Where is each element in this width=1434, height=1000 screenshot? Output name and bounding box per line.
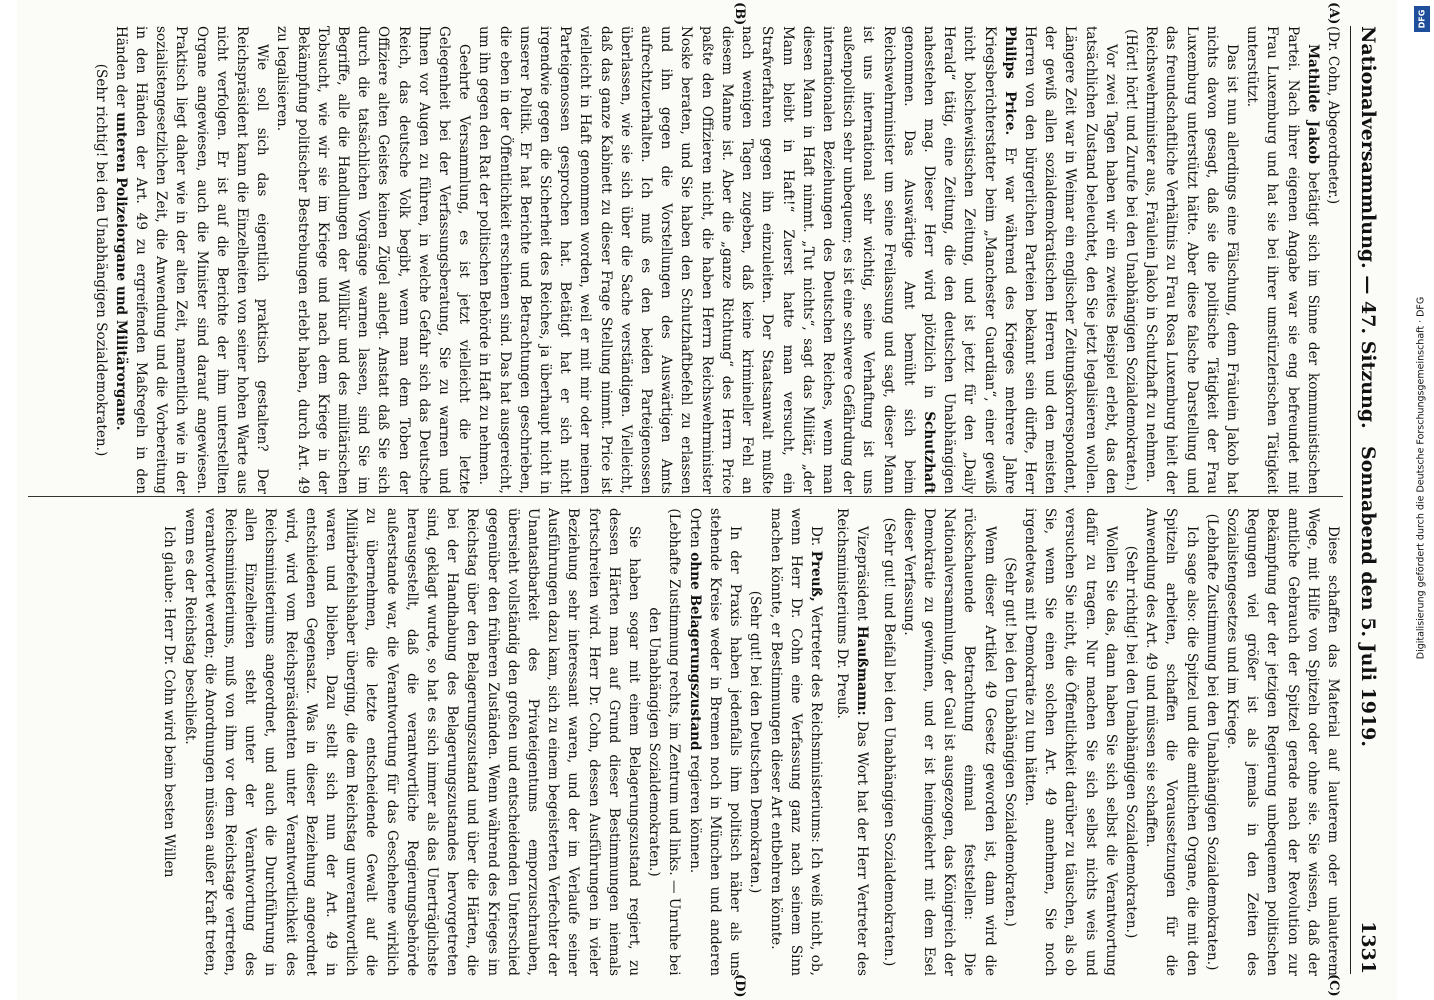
marker-a: (A) [1326, 2, 1341, 25]
interjection: (Sehr richtig! bei den Unabhängigen Sozialdemokraten.) [92, 63, 109, 457]
paragraph-text: Das Wort hat der Herr Vertreter des Reichsministeriums Dr. Preuß. [834, 508, 871, 976]
paragraph [765, 508, 826, 976]
paragraph-text: genommen. Das Auswärtige Amt bemüht sich beim Reichswehrminister um seine Freilassung und sagt, dieser Mann ist uns international sehr wichtig, seine Verhaftung ist uns außenpolitisch sehr unbequem; es ist eine schwere Gefährdung der internationalen Beziehungen des Deutschen Reiches, wenn man diesen Mann in Haft nimmt. „Tut nichts“, sagt das Militär, „der Mann bleibt in Haft!“ Zuerst hatte man versucht, ein Strafverfahren gegen ihn einzuleiten. Der Staatsanwalt mußte nach wenigen Tagen zugeben, daß keine krimineller Fehl an diesem Manne ist. Aber die „ganze Richtung“ des Herrn Price paßte den Offizieren nicht, die haben Herrn Reichswehrminister Noske beraten, und Sie haben den Schutzhaftbefehl zu erlassen und ihn gegen die Vorstellungen des Auswärtigen Amts aufrechtzuerhalten. Ich muß es den beiden Parteigenossen überlassen, wie sie sich über die Sache verständigen. Vielleicht, daß das ganze Kabinett zu dieser Frage Stellung nimmt. Price ist vielleicht in Haft genommen worden, weil er mit mir oder meinen Parteigenossen gesprochen hat. Betätigt hat er sich nicht irgendwie gegen die Sicherheit des Reiches, ja überhaupt nicht in unserer Politik. Er hat Berichte und Betrachtungen geschrieben, die eben in der Öffentlichkeit erschienen sind. Das hat ausgereicht, um ihn gegen den Rat der politischen Behörde in Haft zu nehmen. [476, 26, 917, 494]
marker-c: (C) [1326, 974, 1341, 997]
paragraph-text: Dr. [807, 526, 824, 547]
name-bold: Haußmann: [854, 625, 871, 716]
paragraph: Diese schaffen das Material auf lauterem oder unlauterem Wege, mit Hilfe von Spitzeln oder ohne sie. Sie wissen, daß der amtliche Gebrauch der Spitzel gerade nach der Revolution zur Bekämpfung der der jetzigen Regierung unbequemen politischen Regungen viel größer ist als jemals in den Zeiten des Sozialistengesetzes und im Kriege. [1223, 508, 1341, 976]
interjection: (Sehr richtig! bei den Unabhängigen Sozialdemokraten.) [1122, 545, 1139, 939]
paragraph [111, 26, 273, 494]
name-bold: Mathilde Jakob [1304, 44, 1321, 165]
paragraph-text: In der Praxis haben jedenfalls ihm politisch näher als uns stehende Kreise weder in Bremen noch in München und anderen Orten [686, 508, 744, 976]
interjection: (Sehr gut! bei den Deutschen Demokraten.) [747, 590, 764, 894]
right-column [28, 508, 1343, 976]
paragraph-text: Vor zwei Tagen haben wir ein zweites Beispiel erlebt, das den tatsächlichen Zustand beleuchtet, den Sie jetzt legalisieren wollen. Längere Zeit war in Weimar ein englischer Zeitungskorrespondent, der gewiß allen sozialdemokratischen Herren und den meisten Herren von den bürgerlichen Parteien bekannt sein dürfte, Herr [1021, 26, 1119, 494]
paragraph-text: Vizepräsident [854, 526, 871, 621]
interjection: (Hört! hört! und Zurufe bei den Unabhängigen Sozialdemokraten.) [1122, 29, 1139, 491]
rotated-page [17, 0, 1397, 1000]
term-bold: Schutzhaft [920, 411, 937, 494]
paragraph: Das ist nun allerdings eine Fälschung, denn Fräulein Jakob hat nichts davon gesagt, daß sie die politische Tätigkeit der Frau Luxemburg unterstützt hätte. Aber diese falsche Darstellung und das freundschaftliche Verhältnis zu Frau Rosa Luxemburg hielt der Reichswehrminister aus, Fräulein Jakob in Schutzhaft zu nehmen. [1143, 26, 1240, 494]
digitization-credit [1414, 8, 1428, 948]
paragraph-text: Vertreter des Reichsministeriums: Ich weiß nicht, ob, wenn Herr Dr. Cohn eine Verfassung ganz nach seinem Sinn machen könnte, er Bestimmungen dieser Art entbehren könnte. [767, 508, 824, 976]
speaker-attribution: (Dr. Cohn, Abgeordneter.) [1325, 26, 1341, 205]
interjection: (Lebhafte Zustimmung bei den Unabhängigen Sozialdemokraten.) [1203, 513, 1220, 971]
paragraph: Ich sage also: die Spitzel und die amtlichen Organe, die mit den Spitzeln arbeiten, schaffen die Voraussetzungen für die Anwendung des Art. 49 und müssen sie schaffen. [1143, 508, 1200, 976]
paragraph: Sie haben sogar mit einem Belagerungszustand regiert, zu dessen Härten man auf Grund dieser Bestimmungen niemals fortschreiten wird. Herr Dr. Cohn, dessen Ausführungen in vieler Beziehung sehr interessant waren, und der im Verlaufe seiner Ausführungen dazu kam, sich zu einem begeisterten Verfechter der Unantastbarkeit des Privateigentums emporzuschrauben, übersieht vollständig den großen und entscheidenden Unterschied gegenüber den früheren Zuständen. Wenn während des Krieges im Reichstag über den Belagerungszustand und über die Härten, die bei der Handhabung des Belagerungszustandes hervorgetreten sind, geklagt wurde, so hat es sich immer als das Unerträglichste herausgestellt, daß die verantwortliche Regierungsbehörde außerstande war, die Verantwortung für das Geschehene wirklich zu übernehmen, die letzte entscheidende Gewalt auf die Militärbefehlshaber überging, die dem Reichstag unverantwortlich waren und blieben. Dazu stellt sich nun der Art. 49 in entschiedenen Gegensatz. Was in dieser Beziehung angeordnet wird, wird vom Reichspräsidenten unter Verantwortlichkeit des Reichsministeriums angeordnet, und auch die Durchführung in allen Einzelheiten steht unter der Verantwortung des Reichsministeriums, muß von ihm vor dem Reichstage vertreten, verantwortet werden; die Anordnungen müssen außer Kraft treten, wenn es der Reichstag beschließt. [181, 508, 643, 976]
interjection: (Sehr gut! bei den Unabhängigen Sozialdemokraten.) [1001, 557, 1018, 927]
term-bold: ohne Belagerungszustand [686, 552, 703, 751]
paragraph: Wollen Sie das, dann haben Sie sich selbst die Verantwortung dafür zu tragen. Nur machen Sie sich selbst nichts weis und versuchen Sie nicht, die Öffentlichkeit darüber zu täuschen, als ob Sie, wenn Sie einen solchen Art. 49 annehmen, Sie noch irgendetwas mit Demokratie zu tun hätten. [1021, 508, 1119, 976]
term-bold: unteren Polizeiorgane und Militärorgane. [112, 112, 129, 431]
paragraph-text: Wie soll sich das eigentlich praktisch gestalten? Der Reichspräsident kann die Einzelheiten von seiner hohen Warte aus nicht verfolgen. Er ist auf die Berichte der ihm unterstellten Organe angewiesen, auch die Minister sind darauf angewiesen. Praktisch liegt daher wie in der alten Zeit, namentlich wie in der sozialistengesetzlichen Zeit, die Anwendung und die Vorbereitung in den Händen der Art. 49 zu ergreifenden Maßregeln in den Händen der [112, 26, 271, 494]
paragraph-text: betätigt sich im Sinne der kommunistischen Partei. Nach ihrer eigenen Angabe war sie eng befreundet mit Frau Luxemburg und hat sie bei ihrer umstürzlerischen Tätigkeit unterstützt. [1244, 26, 1321, 494]
interjection: (Sehr gut! und Beifall bei den Unabhängigen Sozialdemokraten.) [880, 517, 897, 967]
credit-text: Digitalisierung gefördert durch die Deutsche Forschungsgemeinschaft · DFG [1415, 296, 1427, 660]
paragraph-text: regieren können. [686, 754, 703, 874]
dfg-logo-text: DFG [1417, 9, 1427, 29]
paragraph-text: Er war während des Krieges mehrere Jahre Kriegsberichterstatter beim „Manchester Guardian“, einer gewiß nicht bolschewistischen Zeitung, und ist jetzt für den „Daily Herald“ tätig, eine Zeitung, die den deutschen Unabhängigen nahestehen mag. Dieser Herr wird plötzlich in [920, 26, 1018, 494]
left-column [28, 26, 1343, 494]
header-date: Sonnabend den 5. Juli 1919. [1357, 446, 1379, 748]
page-header [1350, 26, 1385, 974]
marker-b: (B) [732, 2, 747, 26]
paragraph: Geehrte Versammlung, es ist jetzt vielleicht die letzte Gelegenheit bei der Verfassungsberatung, Sie zu warnen und Ihnen vor Augen zu führen, in welche Gefahr sich das Deutsche Reich, das deutsche Volk begibt, wenn man dem Toben der Offiziere alten Geistes keinen Zügel anlegt. Anstatt daß Sie sich durch die tatsächlichen Vorgänge warnen lassen, sind Sie im Begriffe, alle die Handlungen der Willkür und des militärischen Tobsucht, wie wir sie im Kriege und nach dem Kriege in der Bekämpfung politischer Bestrebungen erlebt haben, durch Art. 49 zu legalisieren. [274, 26, 473, 494]
paragraph [685, 508, 746, 976]
page-number: 1331 [1357, 921, 1379, 974]
paragraph [832, 508, 872, 976]
paragraph: Wenn dieser Artikel 49 Gesetz geworden ist, dann wird die rückschauende Betrachtung einmal feststellen: Die Nationalversammlung, der Gaul ist ausgezogen, das Königreich der Demokratie zu gewinnen, und er ist heimgekehrt mit dem Esel dieser Verfassung. [900, 508, 998, 976]
marker-d: (D) [732, 974, 747, 998]
name-bold: Preuß, [807, 550, 824, 602]
name-bold: Philips Price. [1001, 26, 1018, 136]
paragraph [1242, 26, 1323, 494]
paragraph [474, 26, 1121, 494]
header-title: Nationalversammlung. — 47. Sitzung. [1357, 26, 1379, 429]
column-divider [28, 496, 1343, 497]
paragraph: Ich glaube: Herr Dr. Cohn wird beim besten Willen [161, 526, 178, 878]
interjection: (Lebhafte Zustimmung rechts, im Zentrum und links. — Unruhe bei den Unabhängigen Sozialdemokraten.) [646, 508, 683, 976]
